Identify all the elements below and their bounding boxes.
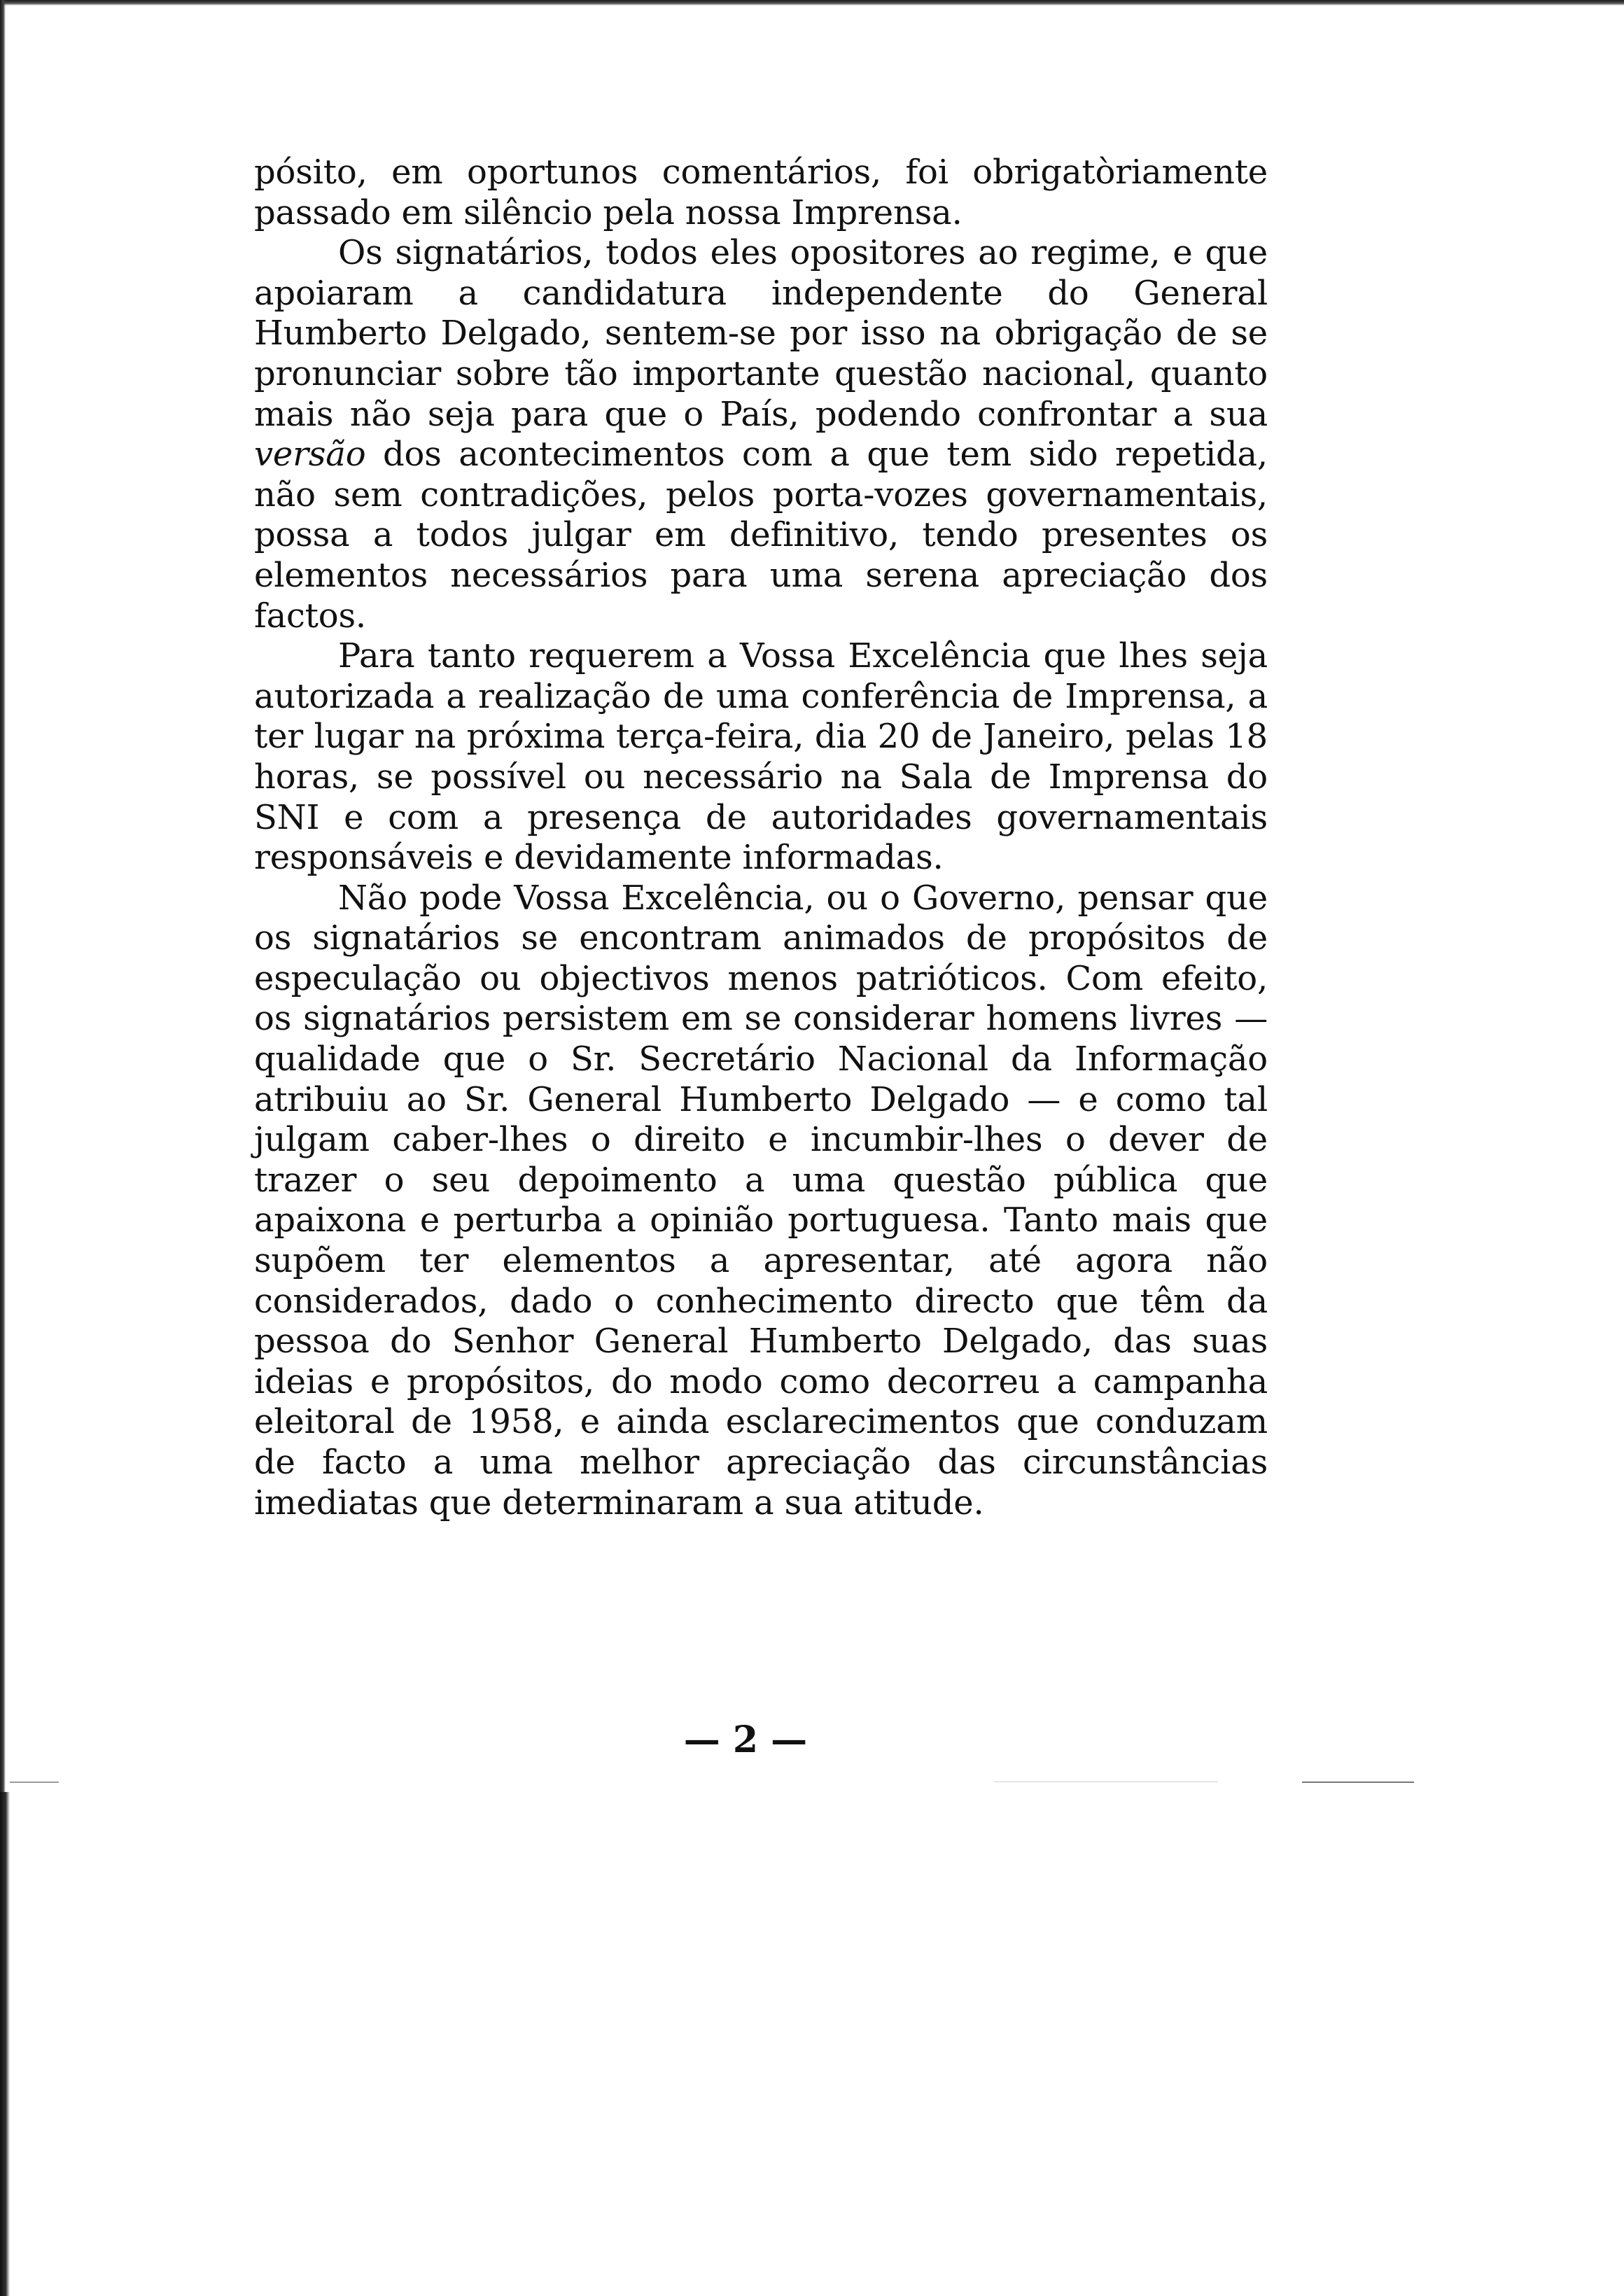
- page-number: — 2 —: [683, 1718, 808, 1761]
- paragraph-2-text-after: dos acontecimentos com a que tem sido repetida, não sem contradições, pelos porta-vozes governamentais, possa a todos julgar em definitivo, tendo presentes os elementos necessários para uma serena apreciação dos factos.: [254, 435, 1268, 636]
- scan-artifact-line: [1302, 1782, 1414, 1783]
- scan-artifact-line: [10, 1782, 59, 1783]
- paragraph-2: [254, 233, 1268, 636]
- paragraph-2-text-before: Os signatários, todos eles opositores ao regime, e que apoiaram a candidatura independente do General Humberto Delgado, sentem-se por isso na obrigação de se pronunciar sobre tão importante questão nacional, quanto mais não seja para que o País, podendo confrontar a sua: [254, 233, 1268, 434]
- document-body: [254, 153, 1268, 1523]
- scan-edge-top: [0, 0, 1624, 6]
- scan-edge-left-lower: [0, 1792, 10, 2296]
- paragraph-2-italic-word: versão: [254, 435, 366, 475]
- paragraph-3: Para tanto requerem a Vossa Excelência que lhes seja autorizada a realização de uma conferência de Imprensa, a ter lugar na próxima terça-feira, dia 20 de Janeiro, pelas 18 horas, se possível ou necessário na Sala de Imprensa do SNI e com a presença de autoridades governamentais responsáveis e devidamente informadas.: [254, 636, 1268, 878]
- paragraph-1: pósito, em oportunos comentários, foi obrigatòriamente passado em silêncio pela nossa Imprensa.: [254, 153, 1268, 232]
- paragraph-4: Não pode Vossa Excelência, ou o Governo, pensar que os signatários se encontram animados de propósitos de especulação ou objectivos menos patrióticos. Com efeito, os signatários persistem em se considerar homens livres — qualidade que o Sr. Secretário Nacional da Informação atribuiu ao Sr. General Humberto Delgado — e como tal julgam caber-lhes o direito e incumbir-lhes o dever de trazer o seu depoimento a uma questão pública que apaixona e perturba a opinião portuguesa. Tanto mais que supõem ter elementos a apresentar, até agora não considerados, dado o conhecimento directo que têm da pessoa do Senhor General Humberto Delgado, das suas ideias e propósitos, do modo como decorreu a campanha eleitoral de 1958, e ainda esclarecimentos que conduzam de facto a uma melhor apreciação das circunstâncias imediatas que determinaram a sua atitude.: [254, 878, 1268, 1522]
